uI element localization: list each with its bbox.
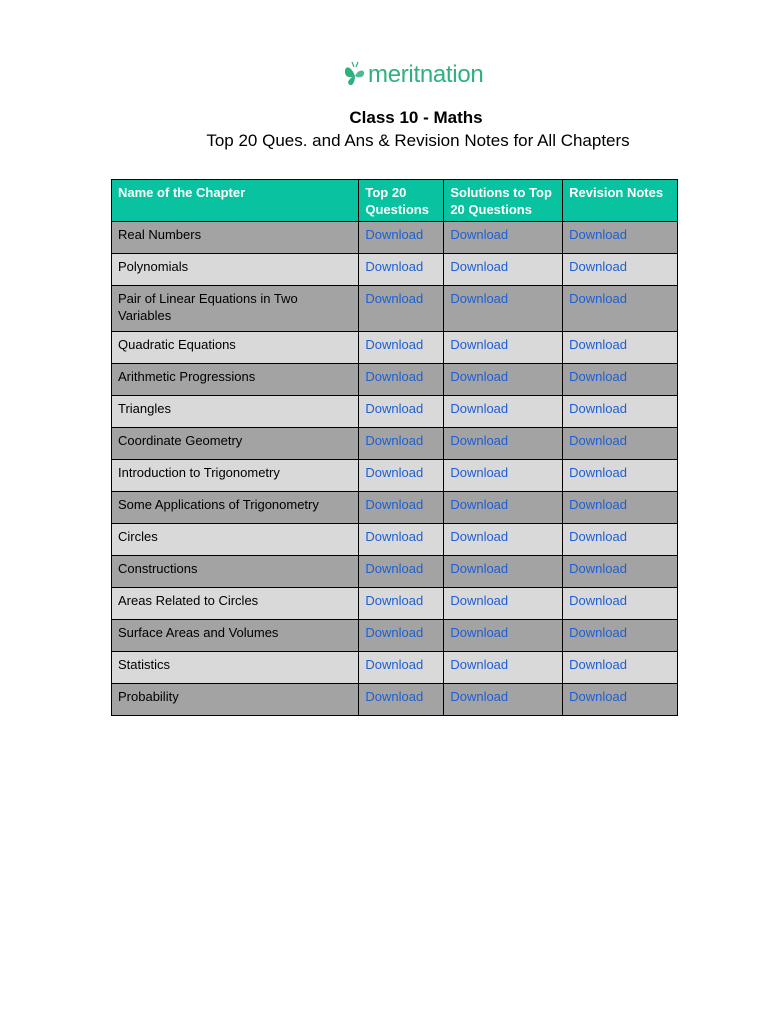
table-cell: [112, 620, 359, 652]
table-cell: [112, 222, 359, 254]
table-cell: [359, 652, 444, 684]
table-cell: [112, 286, 359, 332]
table-cell: [444, 620, 563, 652]
chapters-table: [111, 179, 678, 716]
table-cell: [112, 396, 359, 428]
table-cell: [563, 332, 678, 364]
table-cell: [444, 286, 563, 332]
chapter-name: Quadratic Equations: [118, 337, 236, 352]
revision-notes-download-link[interactable]: Download: [569, 291, 627, 306]
logo-text: meritnation: [368, 61, 484, 88]
revision-notes-download-link[interactable]: Download: [569, 529, 627, 544]
table-row: [112, 396, 678, 428]
table-cell: [444, 332, 563, 364]
top20-questions-download-link[interactable]: Download: [365, 401, 424, 416]
table-row: [112, 460, 678, 492]
table-cell: [444, 364, 563, 396]
solutions-download-link[interactable]: Download: [450, 529, 509, 544]
meritnation-logo: [343, 58, 483, 92]
table-cell: [563, 588, 678, 620]
top20-questions-download-link[interactable]: Download: [365, 337, 424, 352]
table-row: [112, 254, 678, 286]
top20-questions-download-link[interactable]: Download: [365, 561, 424, 576]
table-cell: [444, 428, 563, 460]
solutions-download-link[interactable]: Download: [450, 337, 509, 352]
revision-notes-download-link[interactable]: Download: [569, 369, 627, 384]
table-cell: [112, 652, 359, 684]
revision-notes-download-link[interactable]: Download: [569, 561, 627, 576]
solutions-download-link[interactable]: Download: [450, 497, 509, 512]
revision-notes-download-link[interactable]: Download: [569, 337, 627, 352]
chapter-name: Constructions: [118, 561, 198, 576]
top20-questions-download-link[interactable]: Download: [365, 689, 424, 704]
table-cell: [112, 524, 359, 556]
table-cell: [359, 524, 444, 556]
table-row: [112, 286, 678, 332]
revision-notes-download-link[interactable]: Download: [569, 625, 627, 640]
chapter-name: Real Numbers: [118, 227, 202, 242]
solutions-download-link[interactable]: Download: [450, 291, 509, 306]
table-cell: [359, 460, 444, 492]
table-row: [112, 428, 678, 460]
page-title: Class 10 - Maths: [349, 108, 483, 127]
table-cell: [359, 396, 444, 428]
table-cell: [359, 620, 444, 652]
table-cell: [563, 428, 678, 460]
revision-notes-download-link[interactable]: Download: [569, 465, 627, 480]
table-cell: [444, 652, 563, 684]
chapter-name: Some Applications of Trigonometry: [118, 497, 319, 512]
column-header-revision: Revision Notes: [563, 180, 678, 222]
table-cell: [112, 556, 359, 588]
solutions-download-link[interactable]: Download: [450, 561, 509, 576]
table-cell: [563, 652, 678, 684]
table-cell: [359, 588, 444, 620]
table-cell: [359, 364, 444, 396]
table-header-row: [112, 180, 678, 222]
solutions-download-link[interactable]: Download: [450, 433, 509, 448]
table-row: [112, 492, 678, 524]
chapter-name: Polynomials: [118, 259, 189, 274]
table-cell: [359, 556, 444, 588]
table-cell: [112, 332, 359, 364]
table-row: [112, 364, 678, 396]
table-cell: [112, 428, 359, 460]
table-cell: [444, 492, 563, 524]
chapter-name: Arithmetic Progressions: [118, 369, 256, 384]
table-row: [112, 652, 678, 684]
chapter-name: Areas Related to Circles: [118, 593, 259, 608]
table-cell: [112, 492, 359, 524]
chapter-name: Pair of Linear Equations in Two Variables: [118, 291, 298, 323]
solutions-download-link[interactable]: Download: [450, 465, 509, 480]
top20-questions-download-link[interactable]: Download: [365, 497, 424, 512]
top20-questions-download-link[interactable]: Download: [365, 227, 424, 242]
butterfly-icon: [343, 61, 367, 89]
table-cell: [112, 460, 359, 492]
revision-notes-download-link[interactable]: Download: [569, 401, 627, 416]
solutions-download-link[interactable]: Download: [450, 689, 509, 704]
table-cell: [444, 684, 563, 716]
table-cell: [563, 492, 678, 524]
revision-notes-download-link[interactable]: Download: [569, 433, 627, 448]
table-cell: [563, 396, 678, 428]
solutions-download-link[interactable]: Download: [450, 227, 509, 242]
revision-notes-download-link[interactable]: Download: [569, 689, 627, 704]
top20-questions-download-link[interactable]: Download: [365, 657, 424, 672]
top20-questions-download-link[interactable]: Download: [365, 369, 424, 384]
top20-questions-download-link[interactable]: Download: [365, 593, 424, 608]
chapter-name: Circles: [118, 529, 158, 544]
revision-notes-download-link[interactable]: Download: [569, 657, 627, 672]
chapter-name: Introduction to Trigonometry: [118, 465, 280, 480]
table-cell: [563, 222, 678, 254]
table-cell: [444, 524, 563, 556]
top20-questions-download-link[interactable]: Download: [365, 259, 424, 274]
table-cell: [444, 460, 563, 492]
table-cell: [563, 524, 678, 556]
top20-questions-download-link[interactable]: Download: [365, 625, 424, 640]
chapter-name: Statistics: [118, 657, 171, 672]
table-cell: [359, 492, 444, 524]
revision-notes-download-link[interactable]: Download: [569, 227, 627, 242]
solutions-download-link[interactable]: Download: [450, 369, 509, 384]
table-cell: [444, 222, 563, 254]
chapter-name: Probability: [118, 689, 179, 704]
solutions-download-link[interactable]: Download: [450, 593, 509, 608]
revision-notes-download-link[interactable]: Download: [569, 593, 627, 608]
solutions-download-link[interactable]: Download: [450, 259, 509, 274]
table-cell: [563, 556, 678, 588]
table-cell: [563, 620, 678, 652]
solutions-download-link[interactable]: Download: [450, 625, 509, 640]
table-row: [112, 332, 678, 364]
table-cell: [359, 428, 444, 460]
chapter-name: Triangles: [118, 401, 171, 416]
table-cell: [563, 460, 678, 492]
table-cell: [563, 286, 678, 332]
table-cell: [359, 254, 444, 286]
table-cell: [359, 222, 444, 254]
table-cell: [444, 588, 563, 620]
table-row: [112, 222, 678, 254]
table-cell: [359, 286, 444, 332]
top20-questions-download-link[interactable]: Download: [365, 529, 424, 544]
solutions-download-link[interactable]: Download: [450, 657, 509, 672]
table-cell: [563, 364, 678, 396]
chapter-name: Surface Areas and Volumes: [118, 625, 279, 640]
top20-questions-download-link[interactable]: Download: [365, 291, 424, 306]
table-cell: [112, 684, 359, 716]
table-cell: [444, 556, 563, 588]
table-cell: [563, 254, 678, 286]
table-cell: [359, 684, 444, 716]
column-header-top20: Top 20 Questions: [359, 180, 444, 222]
table-cell: [444, 254, 563, 286]
revision-notes-download-link[interactable]: Download: [569, 259, 627, 274]
table-row: [112, 524, 678, 556]
table-cell: [359, 332, 444, 364]
revision-notes-download-link[interactable]: Download: [569, 497, 627, 512]
table-row: [112, 588, 678, 620]
table-cell: [563, 684, 678, 716]
chapter-name: Coordinate Geometry: [118, 433, 243, 448]
page-subtitle: Top 20 Ques. and Ans & Revision Notes for All Chapters: [206, 131, 630, 150]
table-cell: [112, 364, 359, 396]
column-header-chapter: Name of the Chapter: [112, 180, 359, 222]
table-row: [112, 620, 678, 652]
table-row: [112, 556, 678, 588]
solutions-download-link[interactable]: Download: [450, 401, 509, 416]
table-cell: [444, 396, 563, 428]
top20-questions-download-link[interactable]: Download: [365, 465, 424, 480]
top20-questions-download-link[interactable]: Download: [365, 433, 424, 448]
table-cell: [112, 254, 359, 286]
table-row: [112, 684, 678, 716]
column-header-solutions: Solutions to Top 20 Questions: [444, 180, 563, 222]
table-cell: [112, 588, 359, 620]
